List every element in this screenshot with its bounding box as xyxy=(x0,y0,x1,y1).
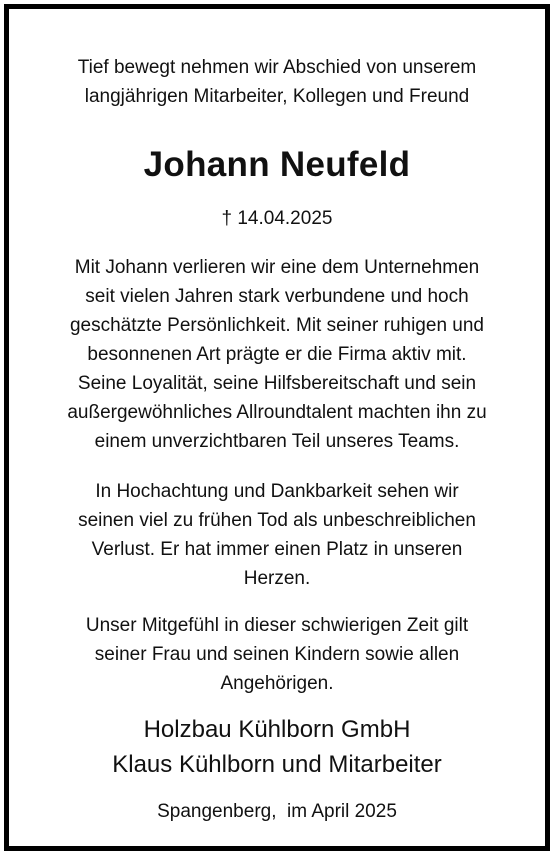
obituary-frame xyxy=(4,4,550,851)
paragraph-line: seinen viel zu frühen Tod als unbeschreiblichen xyxy=(78,510,476,531)
intro-text xyxy=(9,53,545,111)
company-name: Holzbau Kühlborn GmbH xyxy=(143,716,411,743)
paragraph-line: Verlust. Er hat immer einen Platz in unseren xyxy=(91,539,463,560)
company-signature xyxy=(9,712,545,782)
paragraph-line: Unser Mitgefühl in dieser schwierigen Zeit gilt xyxy=(85,615,469,636)
tribute-paragraph xyxy=(9,253,545,456)
paragraph-line: seiner Frau und seinen Kindern sowie allen xyxy=(94,644,460,665)
respect-paragraph xyxy=(9,477,545,593)
paragraph-line: Seine Loyalität, seine Hilfsbereitschaft und sein xyxy=(77,373,477,394)
paragraph-line: einem unverzichtbaren Teil unseres Teams. xyxy=(94,431,460,452)
intro-line: langjährigen Mitarbeiter, Kollegen und Freund xyxy=(84,86,470,107)
deceased-name: Johann Neufeld xyxy=(143,145,411,184)
company-staff: Klaus Kühlborn und Mitarbeiter xyxy=(112,751,442,778)
paragraph-line: Angehörigen. xyxy=(220,673,334,694)
condolence-paragraph xyxy=(9,611,545,698)
paragraph-line: außergewöhnliches Allroundtalent machten ihn zu xyxy=(67,402,487,423)
place-and-date: Spangenberg, im April 2025 xyxy=(157,801,397,822)
intro-line: Tief bewegt nehmen wir Abschied von unserem xyxy=(77,57,477,78)
paragraph-line: seit vielen Jahren stark verbundene und hoch xyxy=(85,286,469,307)
death-date: † 14.04.2025 xyxy=(221,208,333,229)
paragraph-line: Herzen. xyxy=(243,568,311,589)
paragraph-line: Mit Johann verlieren wir eine dem Unternehmen xyxy=(74,257,480,278)
paragraph-line: In Hochachtung und Dankbarkeit sehen wir xyxy=(95,481,459,502)
paragraph-line: besonnenen Art prägte er die Firma aktiv mit. xyxy=(87,344,467,365)
paragraph-line: geschätzte Persönlichkeit. Mit seiner ruhigen und xyxy=(69,315,484,336)
